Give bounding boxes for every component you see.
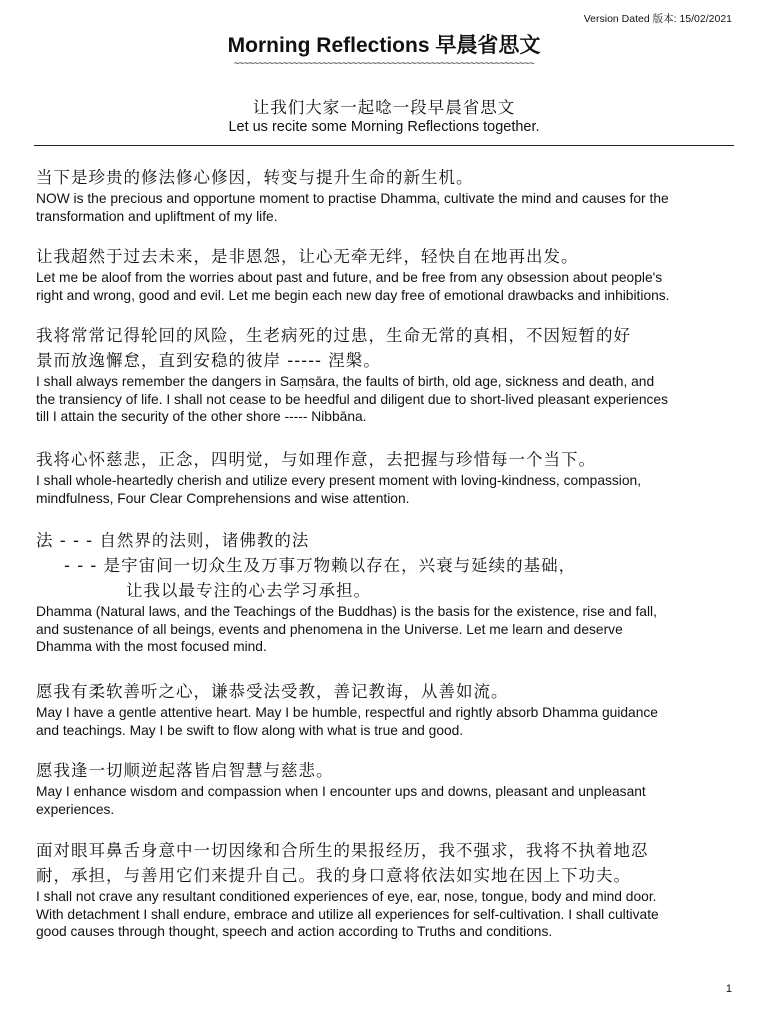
reflection-en-line: I shall not crave any resultant conditioned experiences of eye, ear, nose, tongue, body and mind door. [36, 889, 657, 904]
reflection-7 [36, 758, 736, 818]
reflection-zh-line: 愿我有柔软善听之心，谦恭受法受教，善记教诲，从善如流。 [36, 682, 509, 701]
reflection-1 [36, 165, 736, 225]
version-date: Version Dated 版本: 15/02/2021 [583, 13, 732, 25]
reflection-en-line: the transiency of life. I shall not cease to be heedful and diligent due to short-lived pleasant experiences [36, 391, 668, 407]
reflection-zh-line: 我将心怀慈悲，正念，四明觉，与如理作意，去把握与珍惜每一个当下。 [36, 450, 596, 469]
reflection-en-line: mindfulness, Four Clear Comprehensions and wise attention. [36, 490, 410, 506]
reflection-en-line: May I enhance wisdom and compassion when I encounter ups and downs, pleasant and unpleasant [36, 784, 646, 799]
reflection-en-line: Let me be aloof from the worries about past and future, and be free from any obsession about people's [36, 270, 663, 285]
reflection-zh-line: 当下是珍贵的修法修心修因，转变与提升生命的新生机。 [36, 168, 474, 187]
reflection-en-line: transformation and upliftment of my life. [36, 208, 278, 224]
reflection-zh-line: 我将常常记得轮回的风险，生老病死的过患，生命无常的真相，不因短暂的好 [36, 326, 631, 345]
reflection-en-line: experiences. [36, 801, 115, 817]
reflection-en-line: NOW is the precious and opportune moment to practise Dhamma, cultivate the mind and causes for the [36, 191, 669, 206]
reflection-en-line: May I have a gentle attentive heart. May I be humble, respectful and rightly absorb Dhamma guidance [36, 705, 658, 720]
reflection-zh-line: 法 - - - 自然界的法则，诸佛教的法 [36, 531, 310, 550]
reflection-en-line: Dhamma with the most focused mind. [36, 639, 267, 654]
reflection-5 [36, 528, 736, 656]
reflection-3 [36, 323, 736, 426]
reflection-zh-line: 景而放逸懈怠，直到安稳的彼岸 ----- 涅槃。 [36, 351, 381, 370]
reflection-en-line: good causes through thought, speech and action according to Truths and conditions. [36, 924, 553, 939]
reflection-zh-line: 愿我逢一切顺逆起落皆启智慧与慈悲。 [36, 761, 334, 780]
reflection-en-line: till I attain the security of the other shore ----- Nibbāna. [36, 409, 367, 424]
reflection-8 [36, 838, 736, 941]
reflection-en-line: and teachings. May I be swift to flow along with what is true and good. [36, 722, 464, 738]
reflection-en-line: With detachment I shall endure, embrace and utilize all experiences for self-cultivation. I shall cultivate [36, 906, 659, 922]
reflection-zh-line: 让我以最专注的心去学习承担。 [126, 581, 371, 600]
reflection-en-line: I shall whole-heartedly cherish and utilize every present moment with loving-kindness, compassion, [36, 473, 642, 488]
reflection-en-line: right and wrong, good and evil. Let me begin each new day free of emotional drawbacks and inhibitions. [36, 287, 670, 303]
reflection-zh-line: 耐，承担，与善用它们来提升自己。我的身口意将依法如实地在因上下功夫。 [36, 866, 631, 885]
reflection-4 [36, 447, 736, 507]
reflection-en-line: and sustenance of all beings, events and phenomena in the Universe. Let me learn and deserve [36, 621, 623, 637]
subtitle-english: Let us recite some Morning Reflections together. [228, 119, 540, 135]
reflection-zh-line: - - - 是宇宙间一切众生及万事万物赖以存在，兴衰与延续的基础， [64, 556, 577, 575]
subtitle-chinese: 让我们大家一起唸一段早晨省思文 [252, 98, 516, 117]
header-rule [34, 145, 734, 146]
reflection-zh-line: 面对眼耳鼻舌身意中一切因缘和合所生的果报经历，我不强求，我将不执着地忍 [36, 841, 649, 860]
page-title: Morning Reflections 早晨省思文 [227, 34, 541, 57]
page-number: 1 [725, 983, 732, 995]
tilde-divider: ~~~~~~~~~~~~~~~~~~~~~~~~~~~~~~~~~~~~~~~~~~~~~~~~~~~~~~~~~~~~~ [233, 59, 535, 69]
reflection-6 [36, 679, 736, 739]
reflection-en-line: I shall always remember the dangers in Saṃsāra, the faults of birth, old age, sickness and death, and [36, 374, 655, 389]
reflection-zh-line: 让我超然于过去未来，是非恩怨，让心无牵无绊，轻快自在地再出发。 [36, 247, 579, 266]
reflection-2 [36, 244, 736, 304]
reflection-en-line: Dhamma (Natural laws, and the Teachings of the Buddhas) is the basis for the existence, rise and fall, [36, 604, 657, 619]
